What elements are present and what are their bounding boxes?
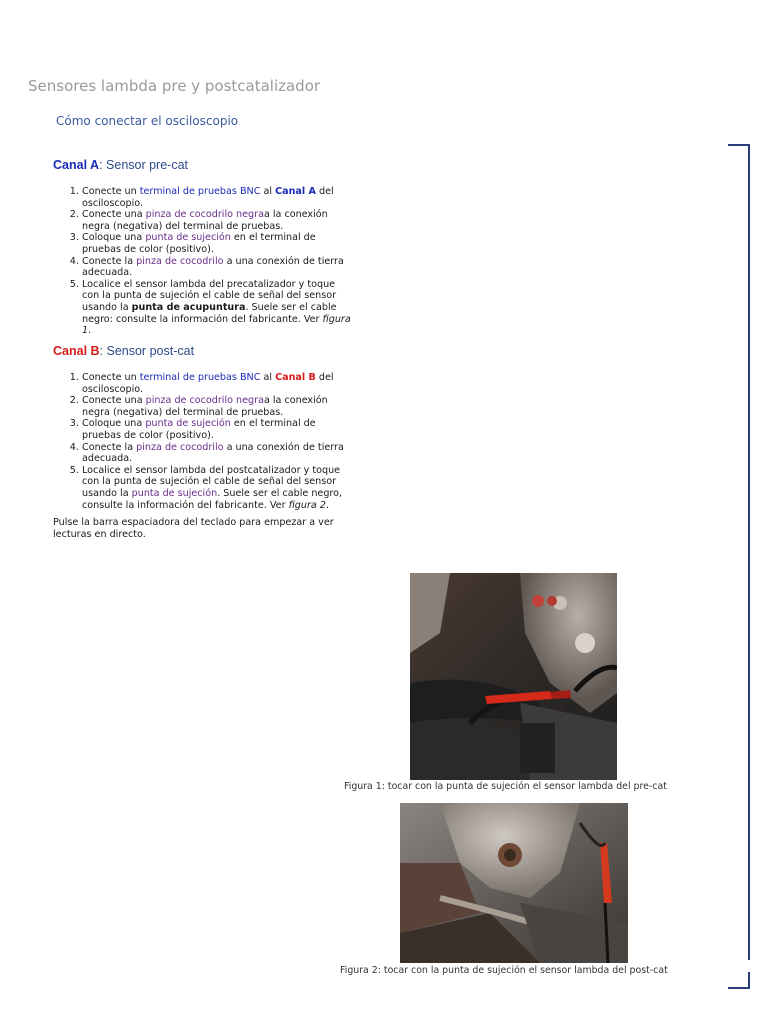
step-text: Coloque una [82, 232, 146, 244]
page-bracket-top [728, 144, 750, 146]
live-readings-note: Pulse la barra espaciadora del teclado para empezar a ver lecturas en directo. [53, 517, 334, 540]
step-text: . [325, 499, 330, 511]
list-item [82, 372, 353, 395]
step-text: Conecte un [82, 186, 140, 197]
step-text: . Suele ser el cable negro: consulte la información del fabricante. Ver [82, 301, 337, 325]
canal-a-section [53, 158, 353, 337]
canal-a-ref: Canal A [275, 186, 316, 197]
list-item [82, 395, 353, 418]
list-item [82, 209, 353, 232]
figure-ref: figura 1 [82, 313, 351, 337]
probe-link[interactable]: punta de sujeción [145, 418, 231, 430]
page-subtitle: Cómo conectar el osciloscopio [56, 114, 239, 128]
step-text: . Suele ser el cable negro, consulte la información del fabricante. Ver [82, 487, 343, 511]
clip-link[interactable]: pinza de cocodrilo [136, 441, 224, 453]
step-text: Conecte la [82, 441, 137, 453]
step-text: Conecte la [82, 255, 137, 267]
step-text: del osciloscopio. [82, 186, 334, 209]
step-text: Conecte una [82, 209, 146, 221]
step-text: Localice el sensor lambda del postcatalizador y toque con la punta de sujeción el cable de señal del sensor usando la [82, 464, 341, 499]
page-bracket-bottom [728, 987, 750, 989]
acupuncture-probe-text: punta de acupuntura [131, 301, 246, 313]
list-item [82, 186, 353, 209]
list-item [82, 279, 353, 337]
figure-1-caption: Figura 1: tocar con la punta de sujeción el sensor lambda del pre-cat [344, 781, 667, 792]
step-text: Conecte un [82, 372, 140, 383]
canal-b-ref: Canal B [275, 372, 316, 383]
list-item [82, 465, 353, 511]
page-bracket-line [748, 144, 750, 960]
step-text: en el terminal de pruebas de color (positivo). [82, 418, 316, 441]
step-text: Coloque una [82, 418, 146, 430]
probe-link[interactable]: punta de sujeción [145, 232, 231, 244]
probe-link[interactable]: punta de sujeción [131, 487, 218, 499]
step-text: en el terminal de pruebas de color (positivo). [82, 232, 316, 255]
canal-a-heading [53, 158, 353, 172]
figure-2-photo [400, 803, 628, 963]
step-text: a una conexión de tierra adecuada. [82, 255, 344, 279]
black-clip-link[interactable]: pinza de cocodrilo negra [145, 209, 264, 221]
figure-2-caption: Figura 2: tocar con la punta de sujeción el sensor lambda del post-cat [340, 965, 668, 976]
figure-1-photo [410, 573, 617, 780]
canal-b-heading [53, 344, 353, 358]
canal-b-section [53, 344, 353, 511]
canal-a-label: Canal A [53, 158, 100, 172]
list-item [82, 418, 353, 441]
black-clip-link[interactable]: pinza de cocodrilo negra [145, 395, 264, 407]
step-text: . [88, 325, 92, 337]
step-text: del osciloscopio. [82, 372, 334, 395]
bnc-lead-link[interactable]: terminal de pruebas BNC [139, 186, 261, 197]
step-text: a la conexión negra (negativa) del terminal de pruebas. [82, 209, 328, 232]
canal-b-label: Canal B [53, 344, 100, 358]
list-item [82, 256, 353, 279]
step-text: Conecte una [82, 395, 146, 407]
step-text: a la conexión negra (negativa) del terminal de pruebas. [82, 395, 328, 418]
canal-a-steps [53, 186, 353, 337]
step-text: al [260, 186, 276, 197]
step-text: Localice el sensor lambda del precatalizador y toque con la punta de sujeción el cable de señal del sensor usando la [82, 278, 337, 313]
list-item [82, 442, 353, 465]
engine-bay-photo-illustration [410, 573, 617, 780]
canal-a-heading-rest: : Sensor pre-cat [99, 158, 189, 172]
clip-link[interactable]: pinza de cocodrilo [136, 255, 224, 267]
list-item [82, 232, 353, 255]
bnc-lead-link[interactable]: terminal de pruebas BNC [139, 372, 261, 383]
canal-b-steps [53, 372, 353, 511]
step-text: al [260, 372, 276, 383]
canal-b-heading-rest: : Sensor post-cat [99, 344, 195, 358]
figure-ref: figura 2 [288, 499, 326, 511]
step-text: a una conexión de tierra adecuada. [82, 441, 344, 465]
exhaust-photo-illustration [400, 803, 628, 963]
page-title: Sensores lambda pre y postcatalizador [28, 77, 321, 95]
